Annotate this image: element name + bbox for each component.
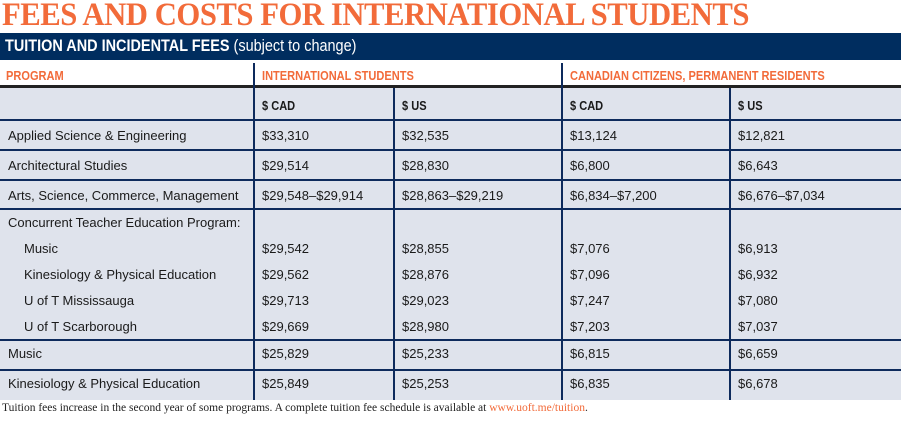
row-divider	[0, 149, 901, 151]
fee-value: $28,980	[402, 319, 449, 334]
fee-value: $32,535	[402, 128, 449, 143]
header-program: PROGRAM	[6, 68, 64, 83]
fee-value: $12,821	[738, 128, 785, 143]
program-name: U of T Mississauga	[24, 293, 135, 308]
fee-value: $25,829	[262, 346, 309, 361]
fee-value: $7,247	[570, 293, 610, 308]
fee-value: $7,080	[738, 293, 778, 308]
fee-value: $29,713	[262, 293, 309, 308]
fee-value: $7,096	[570, 267, 610, 282]
fee-value: $13,124	[570, 128, 617, 143]
fee-value: $29,669	[262, 319, 309, 334]
fee-value: $28,830	[402, 158, 449, 173]
caption-bold: TUITION AND INCIDENTAL FEES	[5, 36, 230, 55]
fee-value: $33,310	[262, 128, 309, 143]
tuition-link[interactable]: www.uoft.me/tuition	[489, 402, 585, 414]
fee-value: $6,676–$7,034	[738, 188, 825, 203]
divider	[561, 63, 563, 400]
subheader-intl-cad: $ CAD	[262, 98, 296, 113]
program-name: U of T Scarborough	[24, 319, 137, 334]
fee-value: $25,849	[262, 376, 309, 391]
page-title: FEES AND COSTS FOR INTERNATIONAL STUDENTS	[2, 0, 749, 33]
group-header-row	[0, 60, 901, 88]
program-name: Architectural Studies	[8, 158, 128, 173]
fee-value: $6,659	[738, 346, 778, 361]
fee-value: $7,076	[570, 241, 610, 256]
program-name: Applied Science & Engineering	[8, 128, 187, 143]
divider	[729, 88, 731, 400]
header-canadian: CANADIAN CITIZENS, PERMANENT RESIDENTS	[570, 68, 825, 83]
subheader-can-us: $ US	[738, 98, 763, 113]
fee-value: $29,562	[262, 267, 309, 282]
table-caption-bar	[0, 33, 901, 60]
row-divider	[0, 119, 901, 121]
row-divider	[0, 339, 901, 341]
fee-value: $6,815	[570, 346, 610, 361]
ctep-group-label: Concurrent Teacher Education Program:	[8, 215, 241, 230]
footnote-text: Tuition fees increase in the second year of some programs. A complete tuition fee schedule is available at	[2, 402, 490, 414]
fee-value: $6,835	[570, 376, 610, 391]
program-name: Kinesiology & Physical Education	[8, 376, 201, 391]
row-divider	[0, 208, 901, 210]
fee-value: $6,678	[738, 376, 778, 391]
fee-value: $6,800	[570, 158, 610, 173]
fee-value: $28,876	[402, 267, 449, 282]
footnote-end: .	[584, 402, 588, 414]
fee-value: $7,203	[570, 319, 610, 334]
divider	[253, 63, 255, 400]
fee-value: $6,643	[738, 158, 778, 173]
program-name: Music	[24, 241, 58, 256]
table-caption	[5, 36, 356, 56]
fee-value: $25,253	[402, 376, 449, 391]
subheader-can-cad: $ CAD	[570, 98, 604, 113]
fee-value: $28,855	[402, 241, 449, 256]
fee-value: $6,913	[738, 241, 778, 256]
fee-value: $28,863–$29,219	[402, 188, 504, 203]
fee-value: $25,233	[402, 346, 449, 361]
fee-value: $7,037	[738, 319, 778, 334]
row-divider	[0, 369, 901, 371]
program-name: Arts, Science, Commerce, Management	[8, 188, 239, 203]
subheader-intl-us: $ US	[402, 98, 427, 113]
header-international: INTERNATIONAL STUDENTS	[262, 68, 414, 83]
fee-value: $6,834–$7,200	[570, 188, 657, 203]
divider	[393, 88, 395, 400]
fee-value: $6,932	[738, 267, 778, 282]
program-name: Music	[8, 346, 42, 361]
caption-note: (subject to change)	[233, 36, 357, 55]
fee-value: $29,548–$29,914	[262, 188, 364, 203]
fee-value: $29,514	[262, 158, 309, 173]
program-name: Kinesiology & Physical Education	[24, 267, 217, 282]
fee-value: $29,023	[402, 293, 449, 308]
footnote	[2, 402, 588, 414]
row-divider	[0, 179, 901, 181]
fee-value: $29,542	[262, 241, 309, 256]
